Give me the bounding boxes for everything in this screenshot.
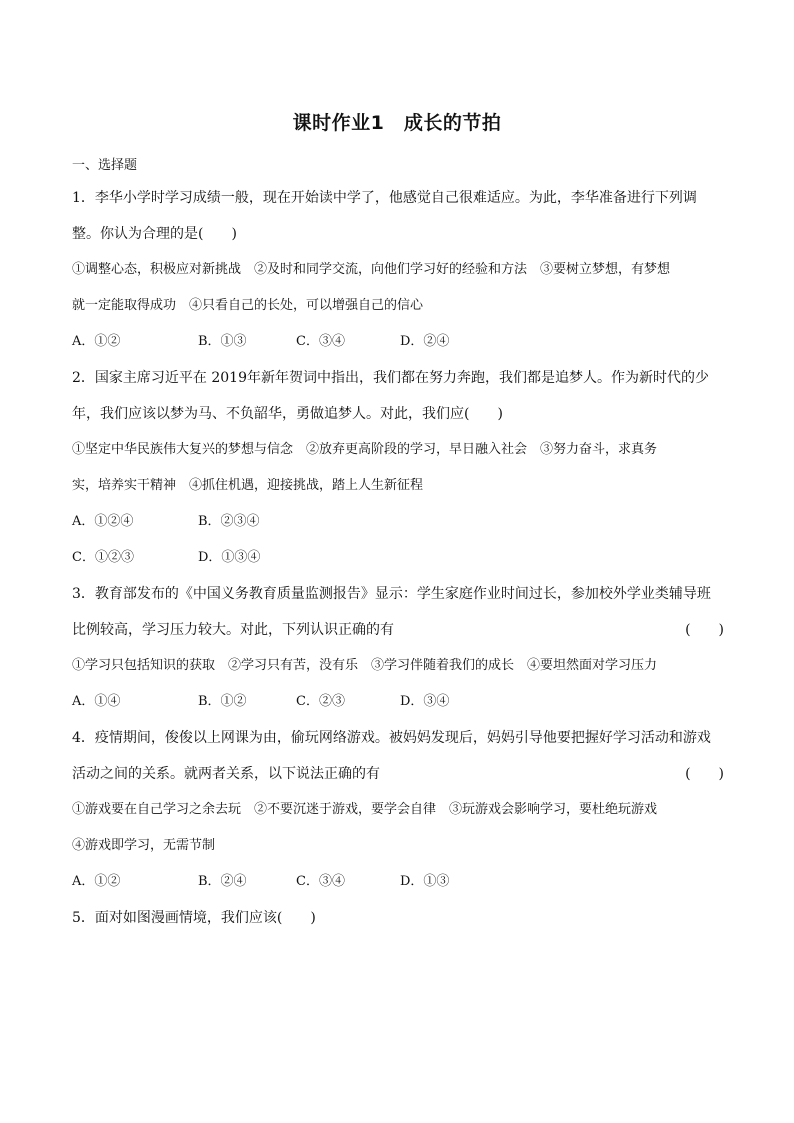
question-4-statements [72,792,724,864]
question-1-options [72,324,449,360]
question-4-statement-line-1: ①游戏要在自己学习之余去玩 ②不要沉迷于游戏，要学会自律 ③玩游戏会影响学习，要杜绝玩游戏 [72,802,658,817]
question-3-line-2 [72,612,724,648]
question-1-line-2: 整。你认为合理的是( ) [72,226,237,242]
question-3-line-1: 3．教育部发布的《中国义务教育质量监测报告》显示：学生家庭作业时间过长，参加校外学业类辅导班 [72,586,711,602]
question-3-line-2-text: 比例较高，学习压力较大。对此，下列认识正确的有 [72,622,394,638]
question-4-line-2-text: 活动之间的关系。就两者关系，以下说法正确的有 [72,766,380,782]
option-c: C．①②③ [72,550,134,565]
question-3-options [72,684,449,720]
question-4-options [72,864,449,900]
answer-parentheses: ( ) [685,622,724,638]
question-2-line-1: 2．国家主席习近平在 2019年新年贺词中指出，我们都在努力奔跑，我们都是追梦人。作为新时代的少 [72,370,709,386]
question-1-stem [72,180,724,252]
option-a: A．①④ [72,694,121,709]
question-3-statements [72,648,724,684]
section-heading: 一、选择题 [72,158,138,173]
question-1-statement-line-1: ①调整心态，积极应对新挑战 ②及时和同学交流，向他们学习好的经验和方法 ③要树立梦想，有梦想 [72,262,671,277]
option-b: B．②④ [198,874,247,889]
question-4-line-1: 4．疫情期间，俊俊以上网课为由，偷玩网络游戏。被妈妈发现后，妈妈引导他要把握好学习活动和游戏 [72,730,711,746]
question-1-statements [72,252,724,324]
page-title: 课时作业1 成长的节拍 [292,112,502,134]
option-d: D．①③ [400,874,450,889]
option-c: C．③④ [296,874,345,889]
question-2-statement-line-2: 实，培养实干精神 ④抓住机遇，迎接挑战，踏上人生新征程 [72,478,424,493]
question-1-line-1: 1．李华小学时学习成绩一般，现在开始读中学了，他感觉自己很难适应。为此，李华准备进行下列调 [72,190,697,206]
question-4-line-2 [72,756,724,792]
question-2-line-2: 年，我们应该以梦为马、不负韶华，勇做追梦人。对此，我们应( ) [72,406,503,422]
option-c: C．②③ [296,694,345,709]
question-5-stem [72,900,724,936]
question-2-options-row-1 [72,504,260,540]
question-3-stem [72,576,724,648]
option-b: B．①② [198,694,247,709]
option-d: D．②④ [400,334,450,349]
option-c: C．③④ [296,334,345,349]
option-b: B．①③ [198,334,247,349]
option-d: D．①③④ [198,550,261,565]
question-4-stem [72,720,724,792]
question-1-statement-line-2: 就一定能取得成功 ④只看自己的长处，可以增强自己的信心 [72,298,424,313]
question-2-statements [72,432,724,504]
question-5-line-1: 5．面对如图漫画情境，我们应该( ) [72,910,316,926]
option-a: A．①②④ [72,514,134,529]
option-a: A．①② [72,334,121,349]
question-2-stem [72,360,724,432]
question-2-statement-line-1: ①坚定中华民族伟大复兴的梦想与信念 ②放弃更高阶段的学习，早日融入社会 ③努力奋斗，求真务 [72,442,658,457]
option-a: A．①② [72,874,121,889]
question-3-statement-line-1: ①学习只包括知识的获取 ②学习只有苦，没有乐 ③学习伴随着我们的成长 ④要坦然面对学习压力 [72,658,658,673]
question-4-statement-line-2: ④游戏即学习，无需节制 [72,838,216,853]
option-b: B．②③④ [198,514,260,529]
answer-parentheses: ( ) [685,766,724,782]
question-2-options-row-2 [72,540,260,576]
option-d: D．③④ [400,694,450,709]
